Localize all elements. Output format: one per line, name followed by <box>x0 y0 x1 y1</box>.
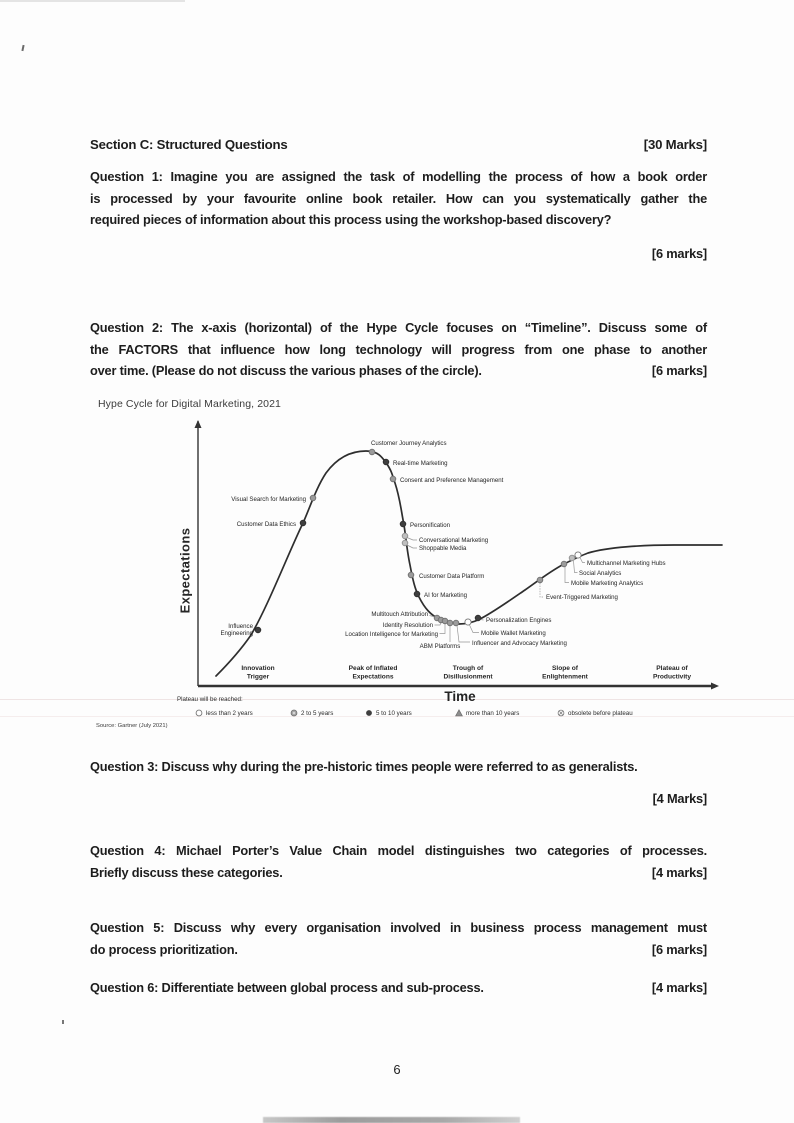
section-header <box>90 134 707 156</box>
connector-personalization-engines <box>481 620 484 621</box>
section-marks: [30 Marks] <box>643 137 707 152</box>
question-4-marks: [4 marks] <box>651 864 707 880</box>
question-line: Question 5: Discuss why every organisation involved in business process management must <box>90 920 707 935</box>
point-conversational-marketing <box>402 533 408 539</box>
connector-event-triggered-marketing <box>540 583 544 597</box>
question-line: Question 2: The x-axis (horizontal) of the Hype Cycle focuses on “Timeline”. Discuss some of <box>90 320 707 335</box>
question-1 <box>90 166 707 231</box>
question-2-marks: [6 marks] <box>651 363 707 378</box>
connector-multichannel-marketing-hubs <box>580 558 585 563</box>
legend-row <box>88 709 736 721</box>
point-influence-engineering <box>255 627 261 633</box>
point-label-mobile-marketing-analytics: Mobile Marketing Analytics <box>571 580 644 587</box>
legend-item-2-to-5-years <box>290 709 333 717</box>
point-label-ai-for-marketing: AI for Marketing <box>424 592 468 599</box>
connector-conversational-marketing <box>407 538 417 541</box>
point-label-personalization-engines: Personalization Engines <box>486 617 552 624</box>
phase-label-innovation: Innovation <box>241 665 275 672</box>
question-5-marks: [6 marks] <box>651 941 707 957</box>
question-line: Question 6: Differentiate between global process and sub-process. <box>90 980 484 995</box>
question-line: Briefly discuss these categories. <box>90 864 283 880</box>
page-number: 6 <box>393 1062 401 1077</box>
legend-title: Plateau will be reached: <box>177 696 243 703</box>
phase-label-plateau-of: Plateau of <box>656 665 688 672</box>
point-ai-for-marketing <box>414 591 420 597</box>
point-label-customer-data-platform: Customer Data Platform <box>419 573 485 580</box>
point-personification <box>400 521 406 527</box>
point-label-shoppable-media: Shoppable Media <box>419 545 467 552</box>
connector-mobile-wallet-marketing <box>470 625 480 633</box>
question-line: Question 4: Michael Porter’s Value Chain model distinguishes two categories of processes. <box>90 843 707 858</box>
point-customer-data-ethics <box>300 520 306 526</box>
point-social-analytics <box>569 555 575 561</box>
dark-marker-icon <box>365 709 373 717</box>
connector-mobile-marketing-analytics <box>565 567 569 583</box>
point-label-conversational-marketing: Conversational Marketing <box>419 537 489 544</box>
connector-shoppable-media <box>407 545 417 548</box>
point-real-time-marketing <box>383 459 389 465</box>
point-customer-journey-analytics <box>369 449 375 455</box>
point-label-social-analytics: Social Analytics <box>579 570 622 577</box>
point-customer-data-platform <box>408 572 414 578</box>
legend-item-label: 2 to 5 years <box>301 709 334 717</box>
question-3 <box>90 756 707 778</box>
phase-label-slope-of: Slope of <box>551 665 579 672</box>
point-personalization-engines <box>475 615 481 621</box>
question-line: Question 3: Discuss why during the pre-historic times people were referred to as generalists. <box>90 759 638 774</box>
point-label-abm-platforms: ABM Platforms <box>419 643 461 650</box>
legend-item-obsolete-before-plateau <box>557 709 633 717</box>
phase-label-productivity: Productivity <box>652 673 692 681</box>
legend-item-less-than-2-years <box>195 709 253 717</box>
phase-label-trigger: Trigger <box>246 673 270 681</box>
question-1-marks: [6 marks] <box>651 246 707 261</box>
point-label-visual-search-for-marketing: Visual Search for Marketing <box>231 496 306 503</box>
question-line: do process prioritization. <box>90 941 238 957</box>
legend-item-5-to-10-years <box>365 709 412 717</box>
legend-item-more-than-10-years <box>455 709 519 717</box>
point-abm-platforms <box>447 620 453 626</box>
point-label-influence-engineering: Engineering <box>220 630 253 637</box>
point-mobile-marketing-analytics <box>561 561 567 567</box>
question-4 <box>90 840 707 883</box>
obsolete-marker-icon <box>557 709 565 717</box>
question-line: is processed by your favourite online book retailer. How can you systematically gather the <box>90 190 707 206</box>
hype-cycle-chart <box>88 396 736 748</box>
point-label-mobile-wallet-marketing: Mobile Wallet Marketing <box>481 630 546 637</box>
point-label-influencer-and-advocacy-marketing: Influencer and Advocacy Marketing <box>472 640 567 647</box>
question-line: the FACTORS that influence how long technology will progress from one phase to another <box>90 341 707 357</box>
y-axis-arrow-icon <box>195 420 202 428</box>
section-title: Section C: Structured Questions <box>90 137 288 152</box>
point-label-event-triggered-marketing: Event-Triggered Marketing <box>546 594 618 601</box>
point-influencer-and-advocacy-marketing <box>453 620 459 626</box>
open-marker-icon <box>195 709 203 717</box>
question-6 <box>90 977 707 999</box>
point-event-triggered-marketing <box>537 577 543 583</box>
connector-influencer-and-advocacy-marketing <box>457 626 470 643</box>
scan-artifact-mark <box>62 1020 64 1024</box>
point-mobile-wallet-marketing <box>465 619 471 625</box>
point-label-personification: Personification <box>410 522 450 529</box>
chart-canvas <box>88 414 736 704</box>
chart-title: Hype Cycle for Digital Marketing, 2021 <box>98 398 281 410</box>
triangle-marker-icon <box>455 709 463 717</box>
chart-source: Source: Gartner (July 2021) <box>96 723 168 729</box>
phase-label-peak-of-inflated: Peak of Inflated <box>348 665 398 672</box>
point-label-customer-data-ethics: Customer Data Ethics <box>236 521 296 528</box>
legend-item-label: more than 10 years <box>466 709 520 717</box>
point-shoppable-media <box>402 540 408 546</box>
phase-label-disillusionment: Disillusionment <box>443 673 493 681</box>
question-line: over time. (Please do not discuss the various phases of the circle). <box>90 363 482 378</box>
phase-label-enlightenment: Enlightenment <box>542 673 588 681</box>
x-axis-label: Time <box>444 689 476 704</box>
point-label-consent-and-preference-management: Consent and Preference Management <box>400 477 504 484</box>
connector-social-analytics <box>574 561 578 573</box>
phase-label-trough-of: Trough of <box>452 665 484 672</box>
question-line: required pieces of information about this process using the workshop-based discovery? <box>90 212 612 227</box>
question-6-marks: [4 marks] <box>651 980 707 995</box>
point-label-identity-resolution: Identity Resolution <box>382 622 433 629</box>
question-2 <box>90 317 707 382</box>
y-axis-label: Expectations <box>177 527 193 614</box>
legend-item-label: less than 2 years <box>206 709 253 717</box>
point-visual-search-for-marketing <box>310 495 316 501</box>
mid-marker-icon <box>290 709 298 717</box>
legend-item-label: 5 to 10 years <box>376 709 412 717</box>
point-label-real-time-marketing: Real-time Marketing <box>393 460 448 467</box>
scan-artifact-top-edge <box>0 0 185 2</box>
point-label-multichannel-marketing-hubs: Multichannel Marketing Hubs <box>587 560 666 567</box>
point-label-customer-journey-analytics: Customer Journey Analytics <box>371 440 447 447</box>
point-label-multitouch-attribution: Multitouch Attribution <box>371 611 428 618</box>
question-5 <box>90 917 707 960</box>
phase-label-expectations: Expectations <box>352 673 394 681</box>
scan-artifact-bottom-bar <box>263 1117 520 1123</box>
question-3-marks: [4 Marks] <box>652 791 707 806</box>
point-label-location-intelligence-for-marketing: Location Intelligence for Marketing <box>345 631 438 638</box>
point-consent-and-preference-management <box>390 476 396 482</box>
legend-item-label: obsolete before plateau <box>568 709 633 717</box>
scan-artifact-mark <box>21 45 24 51</box>
point-multichannel-marketing-hubs <box>575 552 581 558</box>
point-label-influence-engineering: Influence <box>228 623 253 630</box>
question-line: Question 1: Imagine you are assigned the task of modelling the process of how a book order <box>90 169 707 184</box>
